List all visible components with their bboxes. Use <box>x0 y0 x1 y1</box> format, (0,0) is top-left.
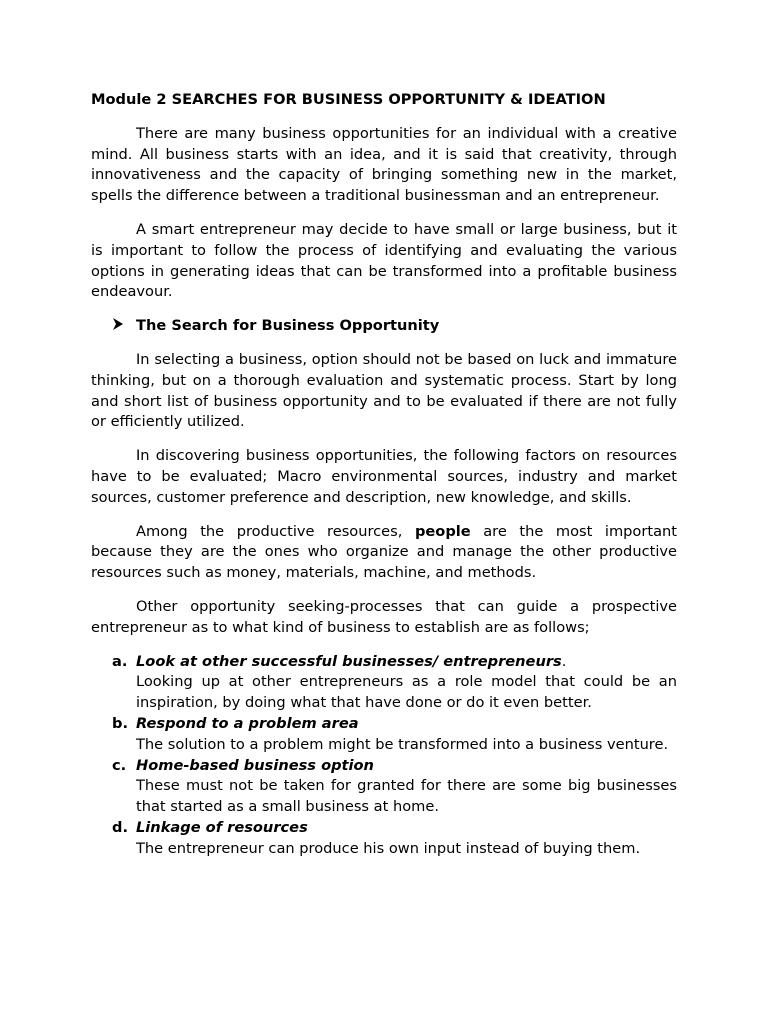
people-bold-word: people <box>414 522 471 540</box>
document-title: Module 2 SEARCHES FOR BUSINESS OPPORTUNITY & IDEATION <box>91 91 606 108</box>
section-heading <box>112 316 677 337</box>
list-item <box>91 756 677 818</box>
list-item-title-line <box>136 714 677 735</box>
list-item-body <box>136 652 677 714</box>
opportunity-list <box>91 652 677 860</box>
list-marker-text: d. <box>112 818 128 836</box>
list-item-title: Linkage of resources <box>136 818 308 836</box>
people-paragraph-after: are the most important because they are the ones who organize and manage the other productive resources such as money, materials, machine, and methods. <box>91 522 677 582</box>
list-marker-text: c. <box>112 756 127 774</box>
list-marker <box>91 714 136 756</box>
section-heading-text: The Search for Business Opportunity <box>136 317 440 335</box>
list-item-body <box>136 818 677 860</box>
list-marker-text: b. <box>112 714 128 732</box>
arrow-bullet-icon <box>112 316 136 337</box>
section-paragraph-1: In selecting a business, option should not be based on luck and immature thinking, but on a thorough evaluation and systematic process. Start by long and short list of business opportunity and to be evaluated if there are not fully or efficiently utilized. <box>91 350 677 431</box>
list-item <box>91 714 677 756</box>
document-page <box>91 90 677 860</box>
list-item-title-line <box>136 818 677 839</box>
list-item-title-line <box>136 756 677 777</box>
list-item-body <box>136 714 677 756</box>
list-marker-text: a. <box>112 652 128 670</box>
list-marker <box>91 756 136 818</box>
list-item-description: Looking up at other entrepreneurs as a role model that could be an inspiration, by doing what that have done or do it even better. <box>136 673 677 712</box>
list-marker <box>91 818 136 860</box>
list-item-title: Home-based business option <box>136 756 374 774</box>
list-item-description: These must not be taken for granted for there are some big businesses that started as a small business at home. <box>136 777 677 816</box>
intro-paragraph-1: There are many business opportunities for an individual with a creative mind. All business starts with an idea, and it is said that creativity, through innovativeness and the capacity of bringing something new in the market, spells the difference between a traditional businessman and an entrepreneur. <box>91 124 677 205</box>
list-item-description: The solution to a problem might be transformed into a business venture. <box>136 735 669 753</box>
list-item-title-line <box>136 652 677 673</box>
other-paragraph: Other opportunity seeking-processes that can guide a prospective entrepreneur as to what kind of business to establish are as follows; <box>91 597 677 636</box>
list-item-description: The entrepreneur can produce his own input instead of buying them. <box>136 839 641 857</box>
list-marker <box>91 652 136 714</box>
list-item-title: Respond to a problem area <box>136 714 359 732</box>
list-item <box>91 652 677 714</box>
list-item-body <box>136 756 677 818</box>
list-item-title-suffix: . <box>561 652 567 670</box>
arrow-bullet-icon-svg <box>112 318 124 330</box>
people-paragraph <box>91 522 677 584</box>
list-item-title: Look at other successful businesses/ entrepreneurs <box>136 652 562 670</box>
list-item <box>91 818 677 860</box>
people-paragraph-before: Among the productive resources, <box>136 522 415 540</box>
intro-paragraph-2: A smart entrepreneur may decide to have small or large business, but it is important to follow the process of identifying and evaluating the various options in generating ideas that can be transformed into a profitable business endeavour. <box>91 220 677 301</box>
section-paragraph-2: In discovering business opportunities, the following factors on resources have to be evaluated; Macro environmental sources, industry and market sources, customer preference and description, new knowledge, and skills. <box>91 447 677 506</box>
